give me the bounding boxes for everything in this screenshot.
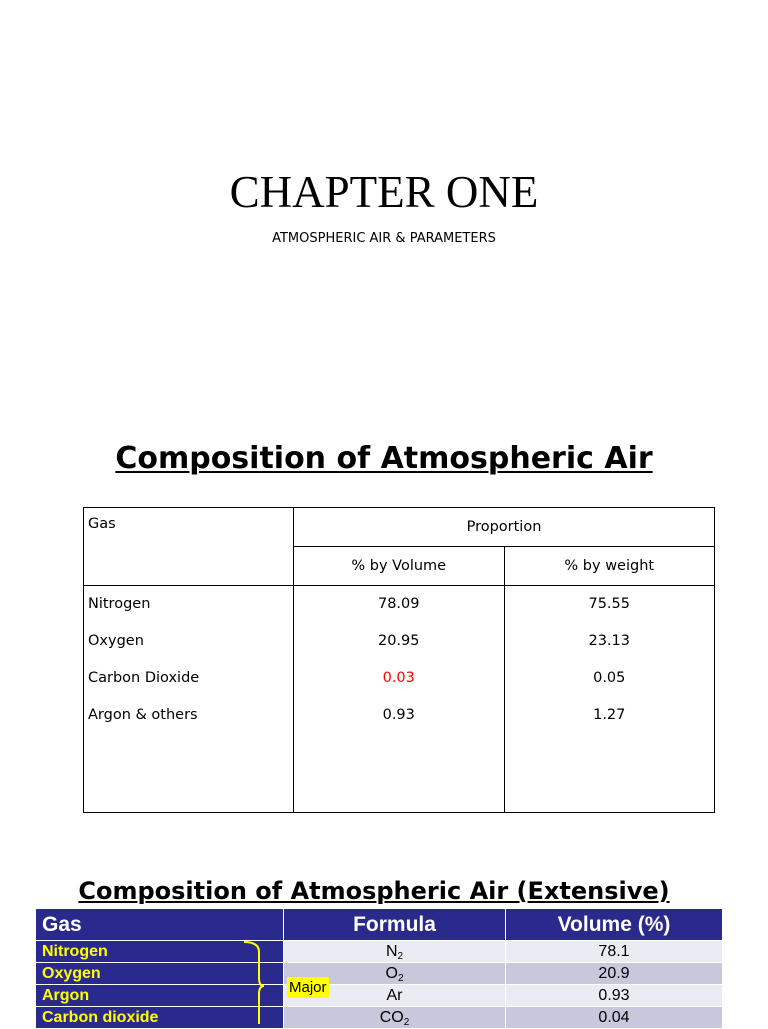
formula-subscript: 2 [397,950,404,962]
gas-name: Oxygen [88,633,144,649]
volume-cell: 0.93 [506,985,723,1007]
volume-value: 20.95 [377,633,420,649]
formula-header: Formula [284,909,506,941]
chapter-title: CHAPTER ONE [229,167,539,217]
volume-values-cell [294,586,505,813]
table-row [36,963,723,985]
volume-value-highlighted: 0.03 [382,670,415,686]
gas-name: Carbon dioxide [36,1007,284,1029]
formula-base: N [385,942,398,960]
weight-value: 1.27 [593,707,626,723]
gas-name: Argon [36,985,284,1007]
chapter-subtitle: ATMOSPHERIC AIR & PARAMETERS [272,231,496,246]
table-row [36,941,723,963]
gas-names-cell [84,586,294,813]
extensive-table [35,908,723,1029]
volume-header: Volume (%) [506,909,723,941]
volume-cell: 0.04 [506,1007,723,1029]
gas-name: Carbon Dioxide [88,670,200,686]
extensive-header-row [36,909,723,941]
gas-column-header: Gas [84,508,294,586]
gas-name: Nitrogen [88,596,151,612]
weight-value: 0.05 [593,670,626,686]
table-row [36,985,723,1007]
formula-subscript: 2 [403,1016,410,1028]
formula-cell [284,1007,506,1029]
weight-column-header: % by weight [504,547,715,586]
weight-value: 23.13 [588,633,630,649]
major-group-label: Major [289,979,327,996]
volume-value: 0.93 [382,707,415,723]
formula-cell [284,941,506,963]
gas-header: Gas [36,909,284,941]
curly-brace-icon [243,940,265,1024]
gas-name: Argon & others [88,707,198,723]
volume-value: 78.09 [377,596,420,612]
composition-heading: Composition of Atmospheric Air [115,441,653,476]
gas-name: Oxygen [36,963,284,985]
formula-subscript: 2 [397,972,404,984]
volume-column-header: % by Volume [294,547,505,586]
weight-values-cell [504,586,715,813]
extensive-heading: Composition of Atmospheric Air (Extensive) [78,877,670,905]
volume-cell: 78.1 [506,941,723,963]
formula-base: Ar [386,986,403,1004]
formula-base: CO [379,1008,404,1026]
composition-table [83,507,715,813]
composition-body [84,586,715,813]
formula-base: O [385,964,398,982]
volume-cell: 20.9 [506,963,723,985]
weight-value: 75.55 [588,596,630,612]
table-row [36,1007,723,1029]
proportion-header: Proportion [294,508,715,547]
composition-header-row [84,508,715,547]
gas-name: Nitrogen [36,941,284,963]
